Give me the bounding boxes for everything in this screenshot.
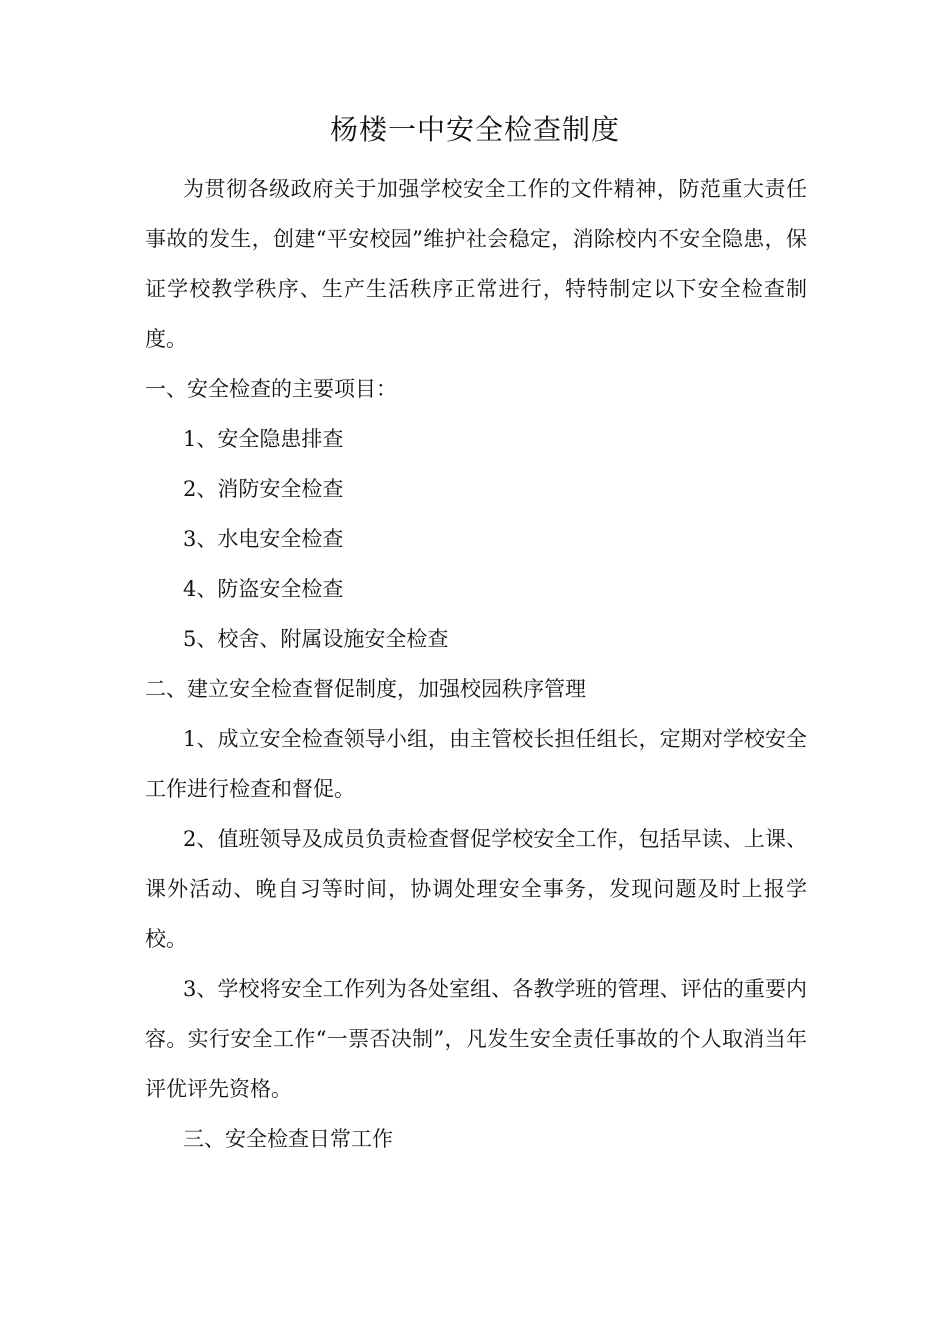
section-2-heading: 二、建立安全检查督促制度，加强校园秩序管理: [145, 677, 586, 701]
document-title: 杨楼一中安全检查制度: [329, 113, 620, 146]
section-3-heading: 三、安全检查日常工作: [183, 1127, 393, 1151]
section-1-item-5: 5、校舍、附属设施安全检查: [183, 627, 449, 651]
section-1-heading: 一、安全检查的主要项目：: [145, 377, 397, 401]
section-1-item-4: 4、防盗安全检查: [183, 577, 344, 601]
section-2-paragraph-3: 3、学校将安全工作列为各处室组、各教学班的管理、评估的重要内容。实行安全工作“一票否决制”，凡发生安全责任事故的个人取消当年评优评先资格。: [145, 977, 807, 1101]
document-body: [145, 164, 807, 1164]
section-1-item-1: 1、安全隐患排查: [183, 427, 344, 451]
intro-paragraph: 为贯彻各级政府关于加强学校安全工作的文件精神，防范重大责任事故的发生，创建“平安校园”维护社会稳定，消除校内不安全隐患，保证学校教学秩序、生产生活秩序正常进行，特特制定以下安全检查制度。: [145, 177, 807, 351]
section-1-item-2: 2、消防安全检查: [183, 477, 344, 501]
section-1-item-3: 3、水电安全检查: [183, 527, 344, 551]
section-2-paragraph-1: 1、成立安全检查领导小组，由主管校长担任组长，定期对学校安全工作进行检查和督促。: [145, 727, 807, 801]
section-2-paragraph-2: 2、值班领导及成员负责检查督促学校安全工作，包括早读、上课、课外活动、晚自习等时间，协调处理安全事务，发现问题及时上报学校。: [145, 827, 807, 951]
